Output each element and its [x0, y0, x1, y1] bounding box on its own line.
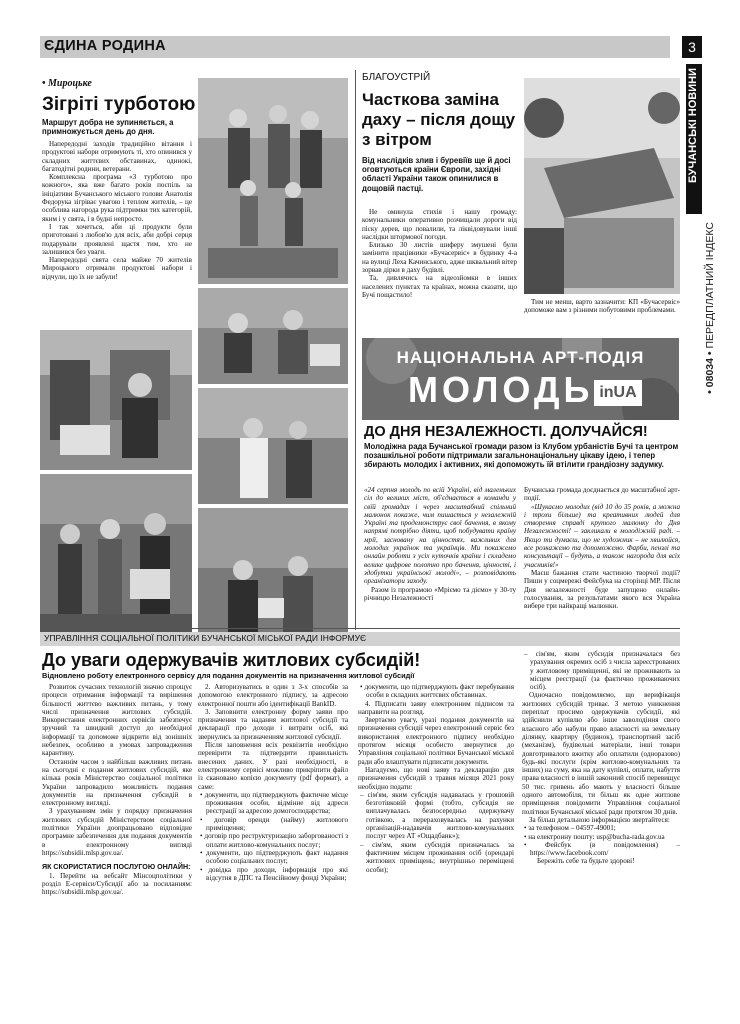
newspaper-title: БУЧАНСЬКІ НОВИНИ	[687, 68, 699, 183]
section-title: ЄДИНА РОДИНА	[44, 38, 166, 54]
article4-title: До уваги одержувачів житлових субсидій!	[42, 650, 421, 670]
article2-title: Часткова заміна даху – після дощу з вітром	[362, 90, 516, 149]
subscription-label: ПЕРЕДПЛАТНИЙ ІНДЕКС	[704, 222, 716, 349]
article2-lead: Від наслідків злив і буревіїв ще й досі оговтуються країни Європи, західні області України також опинилися в дощовій пастці.	[362, 156, 511, 193]
banner-headline: НАЦІОНАЛЬНА АРТ-ПОДІЯ	[396, 348, 645, 367]
article4-col1	[42, 683, 192, 896]
photo-elderly-man-and-woman	[198, 388, 348, 504]
article3-paragraph: «24 серпня молодь по всій Україні, від маленьких сіл до великих міст, об'єднається в команди у свїй громадах і через масштабний спільний малюнок покаже, чим пишається у незалежній Україні та продемонструє свої бачення, в якому напрямі потрібно діяти, щоб побудувати країну мрії, засновану на цінностях, важливих для молодих українок та українців. Ми покажемо онлайн роботи з усіх куточків країни і складемо велике цифрове полотно про бачення, цінності, і здобутки українсьокї молоді», – розповідають організатори заходу.	[364, 486, 516, 586]
article4-list-item: • документи, що підтверджують факт надання особою соціальних послуг,	[198, 849, 348, 866]
art-event-banner	[362, 338, 679, 420]
article3-paragraph: Разом із програмою «Мріємо та діємо» у 30-ту річницю Незалежності	[364, 585, 516, 602]
photo-elderly-couple-indoors	[198, 508, 348, 640]
article4-list-item: • договір оренди (найму) житлового приміщення;	[198, 816, 348, 833]
article4-list-item: • документи, що підтверджують факт перебування особи в складних життєвих обставинах.	[358, 683, 514, 700]
article2-paragraph: Близько 30 листів шиферу змушені були замінити працівники «Бучасервіс» в будинку 4-а на вулиці Леха Качинського, адже шквальний вітер зорвав дірки в даху будівлі.	[362, 241, 517, 275]
article1-paragraph: Напередодні свята села майже 70 жителів Мироцького отримали продуктові набори і відчули, що їх не забули!	[42, 256, 192, 281]
article2-caption: Тим не менш, варто зазначити: КП «Бучасервіс» допоможе вам з різними побутовими проблемами.	[524, 298, 680, 315]
subscription-code: • 08034 •	[704, 351, 716, 394]
article2-body	[362, 208, 517, 299]
article4-paragraph: 1. Перейти на вебсайт Мінсоцполітики у розділ Е-сервіси/Субсидії або за посиланням: https://subsidii.mlsp.gov.ua/.	[42, 871, 192, 897]
photo-family-with-gift-box	[40, 474, 192, 640]
article4-dash-item: – сім'ям, яким субсидія призначалась за фактичним місцем проживання осіб (орендарі житлових приміщень; внутрішньо переміщені особи);	[358, 841, 514, 874]
article4-dash-item: – сім'ям, яким субсидія призначалася без урахування окремих осіб з числа зареєстрованих у житловому приміщенні, які не проживають за місцем реєстрації (за фактично проживаючих осіб).	[522, 650, 680, 691]
article3-col2	[524, 486, 680, 610]
subscription-index	[704, 222, 718, 512]
article4-paragraph: 2. Авторизуватись в один з 3-х способів за допомогою електронного підпису, за адресою електронної пошти або ідентифікації BankID.	[198, 683, 348, 708]
newspaper-title-tab	[686, 64, 702, 214]
article2-caption-box	[524, 298, 680, 315]
banner-event-name: МОЛОДЬ	[408, 369, 594, 410]
page-number: 3	[682, 36, 702, 58]
article1-paragraph: Комплексна програма «З турботою про кожного», яка вже багато років поспіль за ініціативи Бучанського міського голови Анатолія Федорука зігріває увагою і теплом жителів, – це особлива нагорода рука підтримки тих категорій, яким і у свята, і в будні непросто.	[42, 173, 192, 223]
article1-body	[42, 140, 192, 281]
article4-paragraph: Звертаємо увагу, уразі подання документів на призначення субсидії через електронний сервіс без використання електронного підпису необхідно протягом місяця особисто звернутися до Управління соціальної політики Бучанської міської ради або влаштувати підписати документи.	[358, 716, 514, 766]
article3-title: ДО ДНЯ НЕЗАЛЕЖНОСТІ. ДОЛУЧАЙСЯ!	[364, 424, 648, 440]
article1-rubric: • Мироцьке	[42, 78, 92, 89]
article4-closing: Бережіть себе та будьте здорові!	[537, 857, 635, 866]
article1-title: Зігріті турботою	[42, 94, 196, 115]
article2-rubric: БЛАГОУСТРІЙ	[362, 72, 431, 83]
contact-facebook[interactable]: • Фейсбук (в повідомлення) – https://www.facebook.com/	[522, 841, 680, 858]
article4-paragraph: 4. Підписати заяву електронним підписом та направити на розгляд.	[358, 699, 514, 716]
article4-lead: Відновлено роботу електронного сервісу для подання документів на призначення житлової субсидії	[42, 671, 415, 680]
article1-lead: Маршрут добра не зупиняється, а примножується день до дня.	[42, 118, 174, 137]
article4-list-item: • документи, що підтверджують фактичне місце проживання особи, відмінне від адреси реєстрації за адресою домогосподарства;	[198, 791, 348, 816]
article4-paragraph: Розвиток сучасних технологій значно спрощує процеси отримання інформації та вирішення більшості життєво важливих питань, у тому числі призначення житлових субсидій. Використання електронних сервісів забезпечує зручний та швидкий доступ до необхідної інформації та допоможе відкрити від зонішніх небезпек, особливо в умовах запровадження карантину.	[42, 683, 192, 758]
photo-large-family	[198, 78, 348, 284]
article3-paragraph: Маєш бажання стати частиною творчої події? Пиши у соцмережі Фейсбука на сторінці МР. Після Дня незалежності буде запущено онлайн-голосування, за результатами якого вся Україна вибере три найкращі малюнки.	[524, 568, 680, 611]
article3-paragraph: «Шукаємо молодих (від 10 до 35 років, а можна і трохи більше) та креативних людей для створення справді крутого малюнку до Дня Незалежності! – закликали в молодіжній раді. – Якщо ти думаєш, що не художник – не хвилюйся, все розкажемо та допоможемо. Фарби, пензлі та консультації – будуть, а також нагорода для всіх учасників!»	[524, 502, 680, 569]
article4-list-item: • договір про реструктуризацію заборгованості з оплати житлово-комунальних послуг;	[198, 832, 348, 849]
article4-paragraph: За більш детальною інформацією звертайтеся:	[529, 815, 670, 824]
article4-paragraph: Останнім часом з найбільш важливих питань на сьогодні є подання житлових субсидій, яке кілька років Міністерство соціальної політики України запровадило можливість подання документів на призначення субсидій в електронному вигляді.	[42, 757, 192, 808]
article4-howto-title: ЯК СКОРИСТАТИСЯ ПОСЛУГОЮ ОНЛАЙН:	[42, 863, 191, 872]
photo-elderly-woman-with-gifts	[40, 330, 192, 470]
article4-paragraph: Одночасно повідомляємо, що верифікація житлових субсидій триває. З метою уникнення переплат просимо одержувачів субсидії, які здійснили купівлю або інше заволодіння свого власного або набули право власності на земельну ділянку, квартиру (будинок), транспортний засіб (механізм), будівельні матеріали, інші товари довготривалого вжитку або оплатили (одноразово) будь-які послуги (крім житлово-комунальних та інших) на суму, яка на дату купівлі, оплати, набуття права власності в іншій законний спосіб перевищує 50 тис. гривень або мають у власності більше одного автомобіля, ти більш як одне житлове приміщення повідомити Управління соціальної політики Бучанської міської ради протягом 30 днів.	[522, 691, 680, 816]
article4-paragraph: Нагадуємо, що нові заяву та декларацію для призначення субсидій з травня місяця 2021 року необхідно подати:	[358, 765, 514, 791]
article1-paragraph: Напередодні заходів традиційно вітання і продуктові набори отримують ті, хто опинився у складних життєвих обставинах, одинокі, багатодітні родини, ветерани.	[42, 140, 192, 173]
article1-rubric-text: Мироцьке	[48, 78, 92, 89]
article4-dash-item: – сім'ям, яким субсидія надавалась у грошовій безготівковій формі (тобто, субсидія не виплачувалась безпосередньо одержувачу готівкою, а перераховувалась на рахунки організацій-надавачів житлово-комунальних послуг через АТ «Ощадбанк»);	[358, 791, 514, 841]
article2-paragraph: Та, дивлячись на відеозйомки в інших населених пунктах та країнах, можна сказати, що Бучі пощастило!	[362, 274, 517, 299]
article4-paragraph: Після заповнення всіх реквізитів необхідно перевірити та підтвердити правильність внесених даних. У разі необхідності, в електронному сервісі можливо прикріпити файл із скановано копією документу (pdf формат), а саме:	[198, 741, 348, 791]
article3-col1	[364, 486, 516, 602]
article4-paragraph: 3. Заповнити електронну форму заяви про призначення та надання житлової субсидії та декларації про доходи і витрати осіб, які звернулись за призначенням житлової субсидії.	[198, 707, 348, 741]
article3-paragraph: Бучанська громада доєднається до масштабної арт-події.	[524, 486, 680, 503]
article4-paragraph: З урахуванням змін у порядку призначення житлових субсидій Міністерством соціальної політики України доопрацьовано відповідне програмне забезпечення для подання документів в електронному вигляді https://subsidii.mlsp.gov.ua/.	[42, 807, 192, 857]
article1-paragraph: І так хочеться, аби ці продукти були приготовані з любов'ю для всіх, аби добрі серця подарували проявлені щастя тим, хто не залишився без уваги.	[42, 222, 192, 256]
article4-list-item: • довідка про доходи, інформація про які відсутня в ДПС та Пенсійному фонді України;	[198, 866, 348, 883]
article4-col3	[358, 683, 514, 874]
banner-badge: inUA	[594, 380, 642, 406]
article2-paragraph: Не оминула стихія і нашу громаду: комунальники оперативно розчищали дороги від піску дерев, що повалили, та ліквідовували інші наслідки штормової погоди.	[362, 208, 517, 241]
photo-two-women-seated	[198, 288, 348, 384]
photo-damaged-roof	[524, 78, 680, 294]
article4-col4	[522, 650, 680, 866]
article3-lead: Молодіжна рада Бучанської громади разом із Клубом урбаністів Бучі та центром позашкільної роботи підтримали загальнонаціональну цікаву ідею, і тепер збирають молодих і активних, які допоможуть їй втілити грандіозну задумку.	[364, 442, 679, 470]
contact-email[interactable]: • на електронну пошту: usp@bucha-rada.gov.ua	[522, 833, 680, 841]
article4-col2	[198, 683, 348, 882]
contact-phone: • за телефоном – 04597-49001;	[522, 824, 680, 832]
article4-rubric: УПРАВЛІННЯ СОЦІАЛЬНОЇ ПОЛІТИКИ БУЧАНСЬКОЇ МІСЬКОЇ РАДИ ІНФОРМУЄ	[44, 633, 367, 643]
